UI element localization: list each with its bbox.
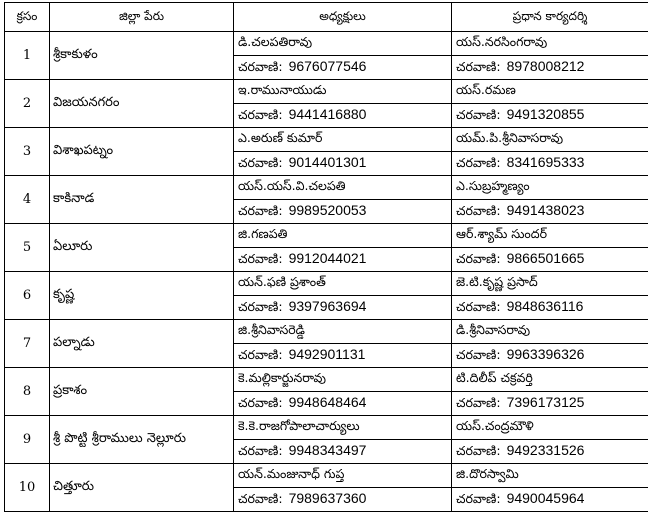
president-phone-number: 9397963694	[288, 297, 367, 314]
district-name: విజయనగరం	[50, 80, 234, 128]
district-name: విశాఖపట్నం	[50, 128, 234, 176]
table-row-names	[5, 416, 649, 440]
phone-label: చరవాణి:	[238, 106, 283, 122]
secretary-phone-number: 9491320855	[506, 105, 585, 122]
president-name: యస్.యస్.వి.చలపతి	[234, 176, 452, 200]
president-name: యన్.మంజునాధ్ గుప్త	[234, 464, 452, 488]
serial-number: 3	[5, 128, 50, 176]
secretary-name: యస్.రమణ	[452, 80, 649, 104]
secretary-phone	[452, 56, 649, 80]
serial-number: 1	[5, 32, 50, 80]
president-name: జి.శ్రీనివాసరెడ్డి	[234, 320, 452, 344]
president-name: కె.కె.రాజగోపాలాచార్యులు	[234, 416, 452, 440]
secretary-phone	[452, 104, 649, 128]
serial-number: 4	[5, 176, 50, 224]
district-name: కృష్ణ	[50, 272, 234, 320]
secretary-phone-number: 8341695333	[506, 153, 585, 170]
serial-number: 9	[5, 416, 50, 464]
president-phone	[234, 488, 452, 512]
phone-label: చరవాణి:	[238, 490, 283, 506]
table-row-names	[5, 320, 649, 344]
district-name: చిత్తూరు	[50, 464, 234, 512]
phone-label: చరవాణి:	[456, 154, 501, 170]
secretary-phone-number: 9848636116	[506, 297, 584, 314]
table-row-names	[5, 272, 649, 296]
phone-label: చరవాణి:	[456, 106, 501, 122]
table-row-names	[5, 224, 649, 248]
president-phone	[234, 56, 452, 80]
district-name: శ్రీ పొట్టి శ్రీరాములు నెల్లూరు	[50, 416, 234, 464]
president-phone-number: 9948343497	[288, 441, 367, 458]
district-name: పల్నాడు	[50, 320, 234, 368]
secretary-phone	[452, 296, 649, 320]
district-name: శ్రీకాకుళం	[50, 32, 234, 80]
phone-label: చరవాణి:	[238, 250, 283, 266]
president-phone	[234, 104, 452, 128]
document-page	[4, 2, 648, 520]
phone-label: చరవాణి:	[456, 58, 501, 74]
phone-label: చరవాణి:	[238, 346, 283, 362]
table-row-names	[5, 368, 649, 392]
secretary-name: జె.టి.కృష్ణ ప్రసాద్	[452, 272, 649, 296]
phone-label: చరవాణి:	[238, 202, 283, 218]
table-row-names	[5, 80, 649, 104]
president-phone-number: 9014401301	[288, 153, 367, 170]
table-row-names	[5, 176, 649, 200]
president-phone-number: 7989637360	[288, 489, 367, 506]
secretary-name: ఆర్.శ్యామ్ సుందర్	[452, 224, 649, 248]
header-secretary: ప్రధాన కార్యదర్శి	[452, 3, 649, 32]
phone-label: చరవాణి:	[456, 346, 501, 362]
serial-number: 7	[5, 320, 50, 368]
phone-label: చరవాణి:	[456, 298, 501, 314]
secretary-phone-number: 9492331526	[506, 441, 585, 458]
president-name: కె.మల్లికార్జునరావు	[234, 368, 452, 392]
secretary-phone-number: 9963396326	[506, 345, 585, 362]
phone-label: చరవాణి:	[238, 442, 283, 458]
table-row-names	[5, 128, 649, 152]
secretary-name: యమ్.పి.శ్రీనివాసరావు	[452, 128, 649, 152]
secretary-phone	[452, 152, 649, 176]
president-phone-number: 9676077546	[288, 57, 367, 74]
secretary-phone-number: 8978008212	[506, 57, 585, 74]
table-row-names	[5, 32, 649, 56]
president-phone-number: 9441416880	[288, 105, 367, 122]
president-phone	[234, 200, 452, 224]
header-president: అధ్యక్షులు	[234, 3, 452, 32]
secretary-phone	[452, 440, 649, 464]
president-phone	[234, 248, 452, 272]
district-office-bearers-table	[4, 2, 648, 512]
president-name: ఇ.రామునాయుడు	[234, 80, 452, 104]
serial-number: 8	[5, 368, 50, 416]
secretary-name: టి.దిలీప్ చక్రవర్తి	[452, 368, 649, 392]
president-phone-number: 9912044021	[288, 249, 367, 266]
phone-label: చరవాణి:	[456, 394, 501, 410]
serial-number: 5	[5, 224, 50, 272]
secretary-name: డి.శ్రీనివాసరావు	[452, 320, 649, 344]
phone-label: చరవాణి:	[238, 58, 283, 74]
president-phone-number: 9989520053	[288, 201, 367, 218]
phone-label: చరవాణి:	[456, 250, 501, 266]
secretary-name: యస్.నరసింగరావు	[452, 32, 649, 56]
secretary-phone-number: 9866501665	[506, 249, 585, 266]
president-name: యన్.ఫణి ప్రశాంత్	[234, 272, 452, 296]
president-phone	[234, 440, 452, 464]
serial-number: 2	[5, 80, 50, 128]
president-phone	[234, 296, 452, 320]
serial-number: 10	[5, 464, 50, 512]
president-name: ఎ.అరుణ్ కుమార్	[234, 128, 452, 152]
phone-label: చరవాణి:	[238, 298, 283, 314]
president-phone	[234, 344, 452, 368]
president-name: డి.చలపతిరావు	[234, 32, 452, 56]
secretary-phone	[452, 488, 649, 512]
secretary-phone	[452, 392, 649, 416]
district-name: కాకినాడ	[50, 176, 234, 224]
secretary-phone-number: 9491438023	[506, 201, 585, 218]
secretary-phone	[452, 344, 649, 368]
header-sno: క్రసం	[5, 3, 50, 32]
phone-label: చరవాణి:	[456, 442, 501, 458]
president-phone-number: 9948648464	[288, 393, 367, 410]
table-body	[5, 32, 649, 512]
phone-label: చరవాణి:	[238, 154, 283, 170]
header-row	[5, 3, 649, 32]
president-phone	[234, 392, 452, 416]
header-district: జిల్లా పేరు	[50, 3, 234, 32]
secretary-phone	[452, 200, 649, 224]
secretary-name: యస్.చంద్రమౌళి	[452, 416, 649, 440]
secretary-phone-number: 9490045964	[506, 489, 585, 506]
secretary-phone-number: 7396173125	[506, 393, 585, 410]
secretary-name: ఎ.సుబ్రహ్మణ్యం	[452, 176, 649, 200]
president-name: జి.గణపతి	[234, 224, 452, 248]
table-row-names	[5, 464, 649, 488]
phone-label: చరవాణి:	[456, 490, 501, 506]
president-phone	[234, 152, 452, 176]
phone-label: చరవాణి:	[238, 394, 283, 410]
district-name: ఏలూరు	[50, 224, 234, 272]
district-name: ప్రకాశం	[50, 368, 234, 416]
secretary-phone	[452, 248, 649, 272]
phone-label: చరవాణి:	[456, 202, 501, 218]
president-phone-number: 9492901131	[288, 345, 366, 362]
serial-number: 6	[5, 272, 50, 320]
secretary-name: జి.దొరస్వామి	[452, 464, 649, 488]
